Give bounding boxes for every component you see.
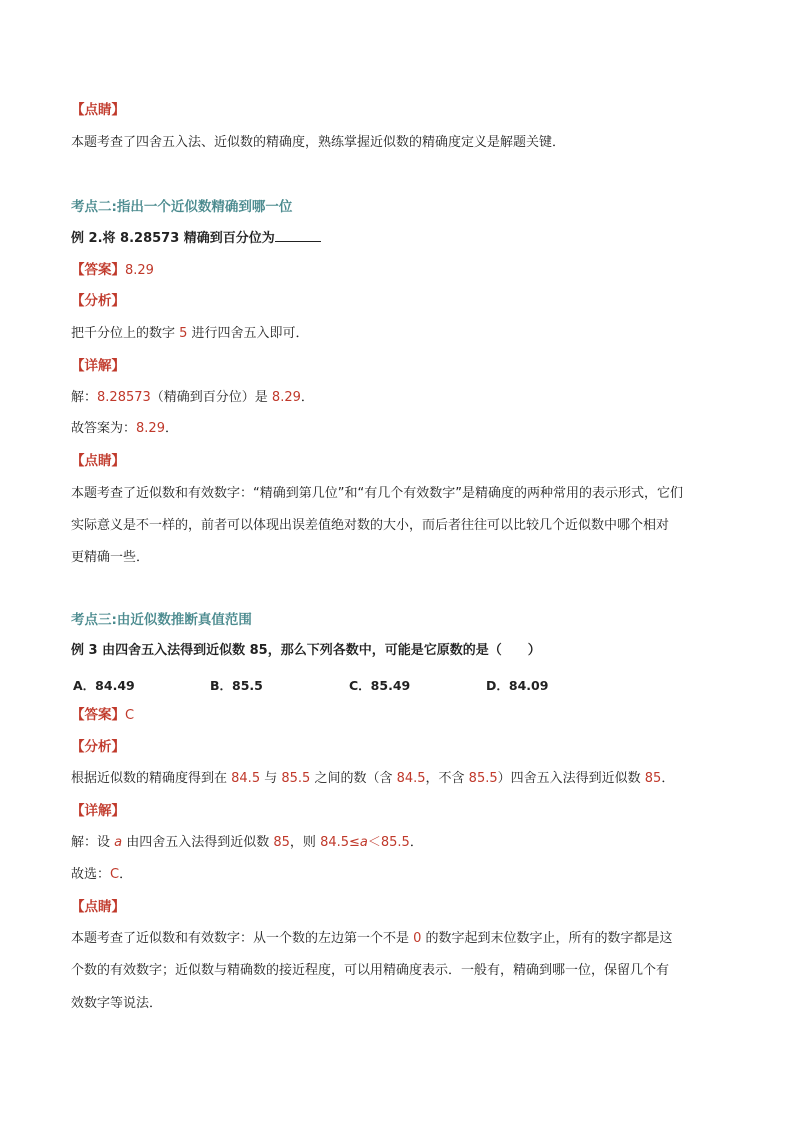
answer-value-3: C xyxy=(125,708,135,723)
gx-3-a: 故选： xyxy=(71,867,111,882)
fx-3-a: 根据近似数的精确度得到在 xyxy=(71,771,232,786)
fenxi-tag-3: 【分析】 xyxy=(71,739,125,755)
fx-3-e: ）四舍五入法得到近似数 xyxy=(497,771,645,786)
answer-blank xyxy=(275,229,321,242)
dj-3-zero: 0 xyxy=(413,931,422,946)
dianjing-tag-3: 【点睛】 xyxy=(71,899,125,915)
section-title-kd2: 考点二:指出一个近似数精确到哪一位 xyxy=(71,199,293,215)
answer-value-2: 8.29 xyxy=(125,263,154,278)
fx-3-n1: 84.5 xyxy=(231,771,261,786)
jie-2-c: ． xyxy=(300,390,314,405)
fx-3-n2: 85.5 xyxy=(281,771,311,786)
fenxi-2-b: 进行四舍五入即可． xyxy=(187,326,309,341)
jie-2-a: 解： xyxy=(71,390,98,405)
answer-tag-3: 【答案】 xyxy=(71,707,125,723)
xiangjie-tag-2: 【详解】 xyxy=(71,358,125,374)
dianjing-3-line1 xyxy=(71,930,673,948)
jie-2-b: （精确到百分位）是 xyxy=(150,390,272,405)
xj-3-a: 解：设 xyxy=(71,835,115,850)
fx-3-f: ． xyxy=(661,771,675,786)
option-c: C．85.49 xyxy=(349,678,411,693)
fenxi-2-num: 5 xyxy=(179,326,188,341)
xiangjie-tag-3: 【详解】 xyxy=(71,803,125,819)
gx-3-c: ． xyxy=(119,867,133,882)
dianjing-2-line2: 实际意义是不一样的，前者可以体现出误差值绝对数的大小，而后者往往可以比较几个近似数中哪个相对 xyxy=(71,518,670,533)
fenxi-text-2 xyxy=(71,325,309,343)
fx-3-d: ，不含 xyxy=(425,771,469,786)
dianjing-3-line2: 个数的有效数字；近似数与精确数的接近程度，可以用精确度表示．一般有，精确到哪一位，保留几个有 xyxy=(71,963,670,978)
guxuan-text-3 xyxy=(71,866,132,884)
fenxi-text-3 xyxy=(71,770,674,788)
question-3: 例 3 由四舍五入法得到近似数 85，那么下列各数中，可能是它原数的是（ ） xyxy=(71,643,541,658)
dianjing-2-line3: 更精确一些． xyxy=(71,550,150,565)
question-2-text: 例 2.将 8.28573 精确到百分位为 xyxy=(71,231,275,246)
fenxi-tag-2: 【分析】 xyxy=(71,293,125,309)
gu-2-c: ． xyxy=(164,421,178,436)
xj-3-var2: a xyxy=(359,835,368,850)
fenxi-2-a: 把千分位上的数字 xyxy=(71,326,180,341)
option-b: B．85.5 xyxy=(210,678,263,693)
xj-3-b: 由四舍五入法得到近似数 xyxy=(122,835,274,850)
xj-3-n1: 85 xyxy=(273,835,290,850)
gx-3-b: C xyxy=(110,867,120,882)
xj-3-d: ． xyxy=(409,835,423,850)
gu-text-2 xyxy=(71,420,178,438)
jie-2-num2: 8.29 xyxy=(271,390,301,405)
section-title-kd3: 考点三:由近似数推断真值范围 xyxy=(71,612,252,628)
xj-3-n2: 84.5≤ xyxy=(320,835,360,850)
fx-3-n3: 84.5 xyxy=(396,771,426,786)
fx-3-n4: 85.5 xyxy=(468,771,498,786)
xiangjie-text-3 xyxy=(71,834,423,852)
dj-3-a: 本题考查了近似数和有效数字：从一个数的左边第一个不是 xyxy=(71,931,414,946)
answer-tag-2: 【答案】 xyxy=(71,262,125,278)
dianjing-tag-2: 【点睛】 xyxy=(71,453,125,469)
jie-text-2 xyxy=(71,389,314,407)
dianjing-2-line1: 本题考查了近似数和有效数字：“精确到第几位”和“有几个有效数字”是精确度的两种常用的表示形式，它们 xyxy=(71,486,683,501)
answer-row-3 xyxy=(71,706,134,725)
xj-3-n3: ＜85.5 xyxy=(367,835,410,850)
xj-3-var: a xyxy=(114,835,123,850)
jie-2-num1: 8.28573 xyxy=(97,390,151,405)
dianjing-3-line3: 效数字等说法． xyxy=(71,996,163,1011)
fx-3-b: 与 xyxy=(260,771,282,786)
answer-row-2 xyxy=(71,261,154,280)
gu-2-a: 故答案为： xyxy=(71,421,137,436)
gu-2-num: 8.29 xyxy=(136,421,165,436)
dianjing-tag-1: 【点睛】 xyxy=(71,102,125,118)
dj-3-b: 的数字起到末位数字止，所有的数字都是这 xyxy=(421,931,673,946)
option-a: A．84.49 xyxy=(73,678,135,693)
xj-3-c: ，则 xyxy=(289,835,321,850)
option-d: D．84.09 xyxy=(486,678,549,693)
fx-3-c: 之间的数（含 xyxy=(310,771,397,786)
fx-3-n5: 85 xyxy=(644,771,662,786)
dianjing-text-1: 本题考查了四舍五入法、近似数的精确度，熟练掌握近似数的精确度定义是解题关键． xyxy=(71,135,566,150)
question-2 xyxy=(71,229,321,248)
